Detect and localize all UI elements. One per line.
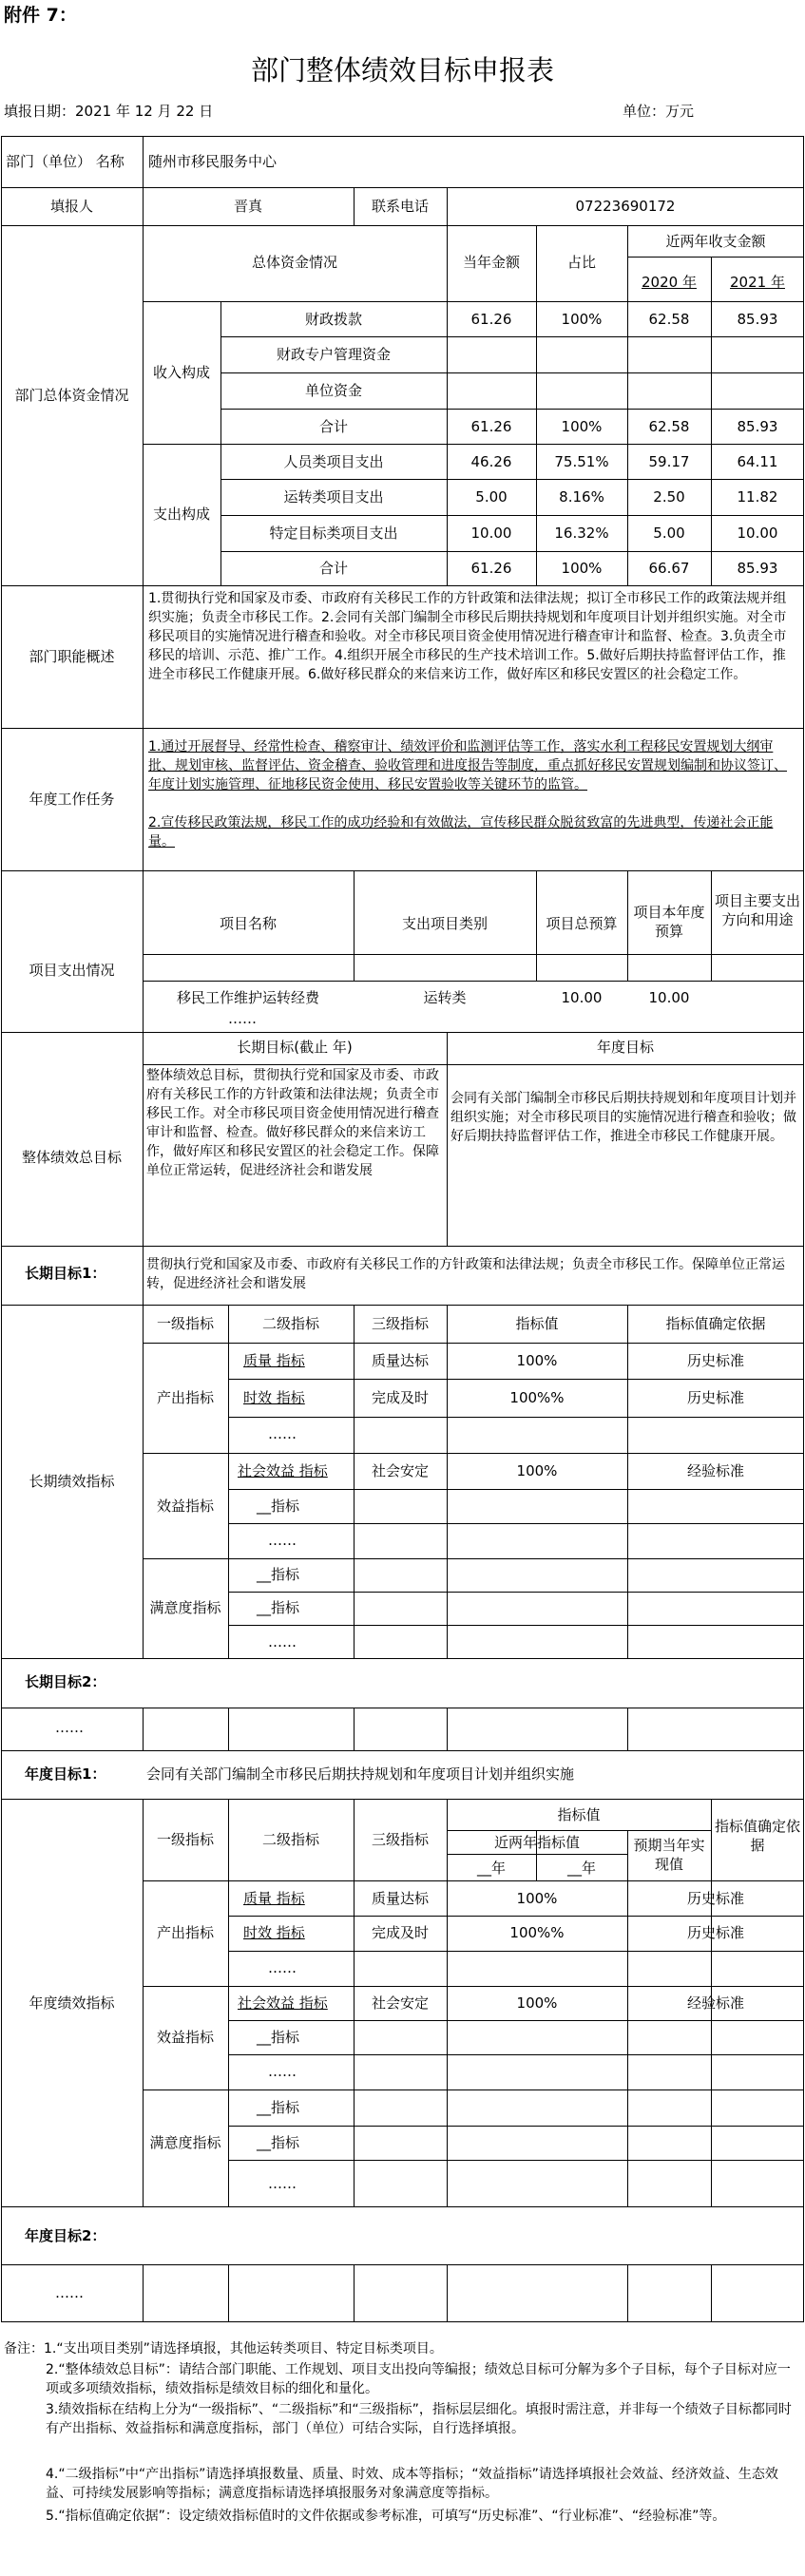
- project-budget-head: 项目总预算: [546, 915, 618, 932]
- year-h1: 一级指标: [156, 1831, 214, 1848]
- fund-row-current: 61.26: [470, 417, 512, 435]
- fund-row-ratio: 75.51%: [554, 452, 609, 470]
- long-goal1-label: 长期目标1：: [25, 1265, 106, 1282]
- long-sat-ellipsis: ……: [268, 1633, 297, 1651]
- project-row-name: 移民工作维护运转经费: [176, 989, 319, 1006]
- project-section-label: 项目支出情况: [29, 962, 115, 979]
- year-social-basis: 经验标准: [686, 1994, 744, 2012]
- fund-row-y2021: 85.93: [737, 560, 778, 577]
- note-1: 备注：1.“支出项目类别”请选择填报，其他运转类项目、特定目标类项目。: [4, 2341, 443, 2357]
- fund-row-current: 61.26: [470, 310, 512, 328]
- annual-task-2: 2.宣传移民政策法规，移民工作的成功经验和有效做法，宣传移民群众脱贫致富的先进典型，传递社会正能量。: [148, 815, 774, 849]
- fund-row-y2020: 2.50: [653, 488, 685, 506]
- year-benefit-ellipsis: ……: [268, 2063, 297, 2080]
- recent-years-head: 近两年收支金额: [665, 233, 766, 250]
- page-title: 部门整体绩效目标申报表: [250, 54, 554, 86]
- fund-row-ratio: 100%: [561, 417, 603, 435]
- fund-row-ratio: 16.32%: [554, 525, 609, 542]
- long-social-value: 100%: [516, 1462, 558, 1479]
- overall-funds-label: 总体资金情况: [251, 254, 337, 271]
- phone-value: 07223690172: [575, 198, 676, 215]
- year-sat-ellipsis: ……: [268, 2175, 297, 2192]
- fund-row-y2021: 85.93: [737, 310, 778, 328]
- expense-label: 支出构成: [152, 506, 210, 523]
- note-4: 4.“二级指标”中“产出指标”请选择填报数量、质量、时效、成本等指标；“效益指标”请选择填报社会效益、经济效益、生态效益、可持续发展影响等指标；满意度指标请选择填报服务对象满意度等指标。: [46, 2467, 778, 2501]
- long-h3: 三级指标: [371, 1315, 429, 1332]
- project-direction-head: 项目主要支出方向和用途: [715, 892, 801, 928]
- phone-label: 联系电话: [371, 198, 429, 215]
- long-goal1-text: 贯彻执行党和国家及市委、市政府有关移民工作的方针政策和法律法规；负责全市移民工作。保障单位正常运转，促进经济社会和谐发展: [146, 1257, 785, 1291]
- long-benefit-blank: __指标: [257, 1498, 300, 1515]
- recent-value-head: 近两年指标值: [493, 1834, 580, 1851]
- fund-row-current: 10.00: [470, 525, 512, 542]
- fund-row-ratio: 100%: [561, 310, 603, 328]
- long-quality-basis: 历史标准: [686, 1352, 744, 1369]
- long-goal-head: 长期目标(截止 年): [237, 1039, 353, 1056]
- long-quality-value: 100%: [516, 1352, 558, 1369]
- fund-row-y2021: 11.82: [737, 488, 778, 506]
- year-time-basis: 历史标准: [686, 1924, 744, 1941]
- year-benefit-label: 效益指标: [156, 2029, 214, 2046]
- fund-row-current: 61.26: [470, 560, 512, 577]
- dept-name: 随州市移民服务中心: [148, 153, 278, 170]
- annual-task-1: 1.通过开展督导、经常性检查、稽察审计、绩效评价和监测评估等工作，落实水利工程移民安置规划大纲审批、规划审核、监督评估、资金稽查、验收管理和进度报告等制度，重点抓好移民安置规划编制和协议签订、年度计划实施管理、征地移民资金使用、移民安置验收等关键环节的监管。: [148, 739, 787, 792]
- filler-name: 晋真: [233, 198, 262, 215]
- year-quality-std: 质量达标: [371, 1890, 429, 1907]
- fund-row-ratio: 8.16%: [559, 488, 604, 506]
- fund-row-y2020: 5.00: [653, 525, 685, 542]
- long-h4: 指标值: [515, 1315, 559, 1332]
- duties-text: 1.贯彻执行党和国家及市委、市政府有关移民工作的方针政策和法律法规；拟订全市移民工作的政策法规并组织实施；负责全市移民工作。2.会同有关部门编制全市移民后期扶持规划和年度项目计划并组织实施。对全市移民项目的实施情况进行稽查和验收。对全市移民项目资金使用情况进行稽查审计和监督、检查。3.负责全市移民的培训、示范、推广工作。4.组织开展全市移民的生产技术培训工作。5.做好后期扶持监督评估工作，推进全市移民工作健康开展。6.做好移民群众的来信来访工作，做好库区和移民安置区的社会稳定工作。: [148, 591, 787, 682]
- year-time-value: 100%%: [509, 1924, 565, 1941]
- year-time-indicator: 时效 指标: [243, 1924, 305, 1941]
- unit-label: 单位：万元: [623, 103, 695, 120]
- fund-row-current: 5.00: [475, 488, 508, 506]
- long-output-ellipsis: ……: [268, 1425, 297, 1442]
- long-sat-blank-2: __指标: [257, 1599, 300, 1616]
- long-quality-std: 质量达标: [371, 1352, 429, 1369]
- fund-row-name: 单位资金: [304, 382, 362, 399]
- year-sat-blank-2: __指标: [257, 2134, 300, 2151]
- annex-label: 附件 7：: [4, 5, 77, 26]
- long-social-basis: 经验标准: [686, 1462, 744, 1479]
- year-h2: 二级指标: [261, 1831, 319, 1848]
- year-social-indicator: 社会效益 指标: [238, 1994, 328, 2012]
- fund-row-y2020: 62.58: [648, 310, 690, 328]
- fund-row-name: 人员类项目支出: [283, 452, 384, 470]
- long-time-indicator: 时效 指标: [243, 1389, 305, 1406]
- filler-label: 填报人: [49, 198, 93, 215]
- fund-row-name: 运转类项目支出: [283, 488, 384, 506]
- long-social-indicator: 社会效益 指标: [238, 1462, 328, 1479]
- annual-task-label: 年度工作任务: [29, 791, 115, 808]
- year-2021-head: 2021 年: [730, 274, 785, 291]
- year-output-label: 产出指标: [156, 1924, 214, 1941]
- fund-row-name: 合计: [318, 417, 348, 435]
- year-indicators-label: 年度绩效指标: [29, 1994, 115, 2012]
- fund-row-ratio: 100%: [561, 560, 603, 577]
- long-h2: 二级指标: [261, 1315, 319, 1332]
- year-goal2-ellipsis: ……: [55, 2284, 84, 2301]
- year-time-std: 完成及时: [371, 1924, 429, 1941]
- year-quality-value: 100%: [516, 1890, 558, 1907]
- note-3: 3.绩效指标在结构上分为“一级指标”、“二级指标”和“三级指标”，指标层层细化。填报时需注意，并非每一个绩效子目标都同时有产出指标、效益指标和满意度指标，部门（单位）可结合实际，自行选择填报。: [46, 2402, 792, 2436]
- fund-row-name: 财政拨款: [304, 310, 362, 328]
- year-quality-indicator: 质量 指标: [243, 1890, 305, 1907]
- project-row-type: 运转类: [423, 989, 467, 1006]
- fund-row-name: 合计: [318, 560, 348, 577]
- long-satisfaction-label: 满意度指标: [149, 1599, 221, 1616]
- funds-section-label: 部门总体资金情况: [14, 387, 129, 404]
- project-ellipsis: ……: [228, 1010, 257, 1027]
- year-goal-head: 年度目标: [596, 1039, 654, 1056]
- recent-year-2: __年: [566, 1860, 596, 1877]
- year-goal1-label: 年度目标1：: [25, 1765, 106, 1783]
- long-quality-indicator: 质量 指标: [243, 1352, 305, 1369]
- long-time-basis: 历史标准: [686, 1389, 744, 1406]
- year-h3: 三级指标: [371, 1831, 429, 1848]
- duties-label: 部门职能概述: [29, 648, 115, 665]
- long-indicators-label: 长期绩效指标: [29, 1473, 115, 1490]
- fund-row-y2020: 59.17: [648, 452, 690, 470]
- long-time-value: 100%%: [509, 1389, 565, 1406]
- year-goal1-text: 会同有关部门编制全市移民后期扶持规划和年度项目计划并组织实施: [146, 1765, 575, 1783]
- year-output-ellipsis: ……: [268, 1959, 297, 1976]
- note-5: 5.“指标值确定依据”：设定绩效指标值时的文件依据或参考标准，可填写“历史标准”、“行业标准”、“经验标准”等。: [46, 2509, 726, 2524]
- year-value-head: 指标值: [557, 1806, 601, 1823]
- long-social-std: 社会安定: [371, 1462, 429, 1479]
- fund-row-y2021: 85.93: [737, 417, 778, 435]
- expected-value-head: 预期当年实现值: [633, 1837, 705, 1873]
- year-quality-basis: 历史标准: [686, 1890, 744, 1907]
- recent-year-1: __年: [476, 1860, 506, 1877]
- ratio-head: 占比: [566, 254, 596, 271]
- dept-label: 部门（单位） 名称: [6, 153, 125, 170]
- fund-row-name: 特定目标类项目支出: [269, 525, 398, 542]
- year-social-value: 100%: [516, 1994, 558, 2012]
- long-goal2-ellipsis: ……: [55, 1719, 84, 1736]
- project-row-year-budget: 10.00: [648, 989, 690, 1006]
- overall-goal-label: 整体绩效总目标: [21, 1149, 122, 1166]
- fund-row-current: 46.26: [470, 452, 512, 470]
- long-time-std: 完成及时: [371, 1389, 429, 1406]
- project-type-head: 支出项目类别: [401, 915, 488, 932]
- project-name-head: 项目名称: [219, 915, 277, 932]
- project-year-budget-head: 项目本年度预算: [633, 904, 705, 940]
- fund-row-y2020: 62.58: [648, 417, 690, 435]
- long-h5: 指标值确定依据: [665, 1315, 766, 1332]
- fund-row-name: 财政专户管理资金: [276, 346, 391, 363]
- fund-row-y2021: 64.11: [737, 452, 778, 470]
- year-social-std: 社会安定: [371, 1994, 429, 2012]
- year-benefit-blank: __指标: [257, 2029, 300, 2046]
- fund-row-y2021: 10.00: [737, 525, 778, 542]
- fill-date: 填报日期：2021 年 12 月 22 日: [4, 103, 214, 120]
- current-amount-head: 当年金额: [462, 254, 520, 271]
- fund-row-y2020: 66.67: [648, 560, 690, 577]
- year-goal-text: 会同有关部门编制全市移民后期扶持规划和年度项目计划并组织实施；对全市移民项目的实施情况进行稽查和验收；做好后期扶持监督评估工作，推进全市移民工作健康开展。: [450, 1091, 796, 1144]
- long-sat-blank-1: __指标: [257, 1566, 300, 1583]
- long-h1: 一级指标: [156, 1315, 214, 1332]
- income-label: 收入构成: [152, 364, 210, 381]
- long-goal-text: 整体绩效总目标，贯彻执行党和国家及市委、市政府有关移民工作的方针政策和法律法规；负责全市移民工作。对全市移民项目资金使用情况进行稽查审计和监督、检查。做好移民群众的来信来访工作，做好库区和移民安置区的社会稳定工作。保障单位正常运转，促进经济社会和谐发展: [146, 1068, 439, 1178]
- long-goal2-label: 长期目标2：: [25, 1673, 106, 1690]
- note-2: 2.“整体绩效总目标”：请结合部门职能、工作规划、项目支出投向等编报；绩效总目标可分解为多个子目标，每个子目标对应一项或多项绩效指标，绩效指标是绩效目标的细化和量化。: [46, 2362, 791, 2396]
- year-2020-head: 2020 年: [642, 274, 697, 291]
- long-output-label: 产出指标: [156, 1389, 214, 1406]
- year-basis-head: 指标值确定依据: [715, 1818, 801, 1854]
- year-goal2-label: 年度目标2：: [25, 2227, 106, 2244]
- project-row-budget: 10.00: [561, 989, 603, 1006]
- long-benefit-label: 效益指标: [156, 1498, 214, 1515]
- year-sat-blank-1: __指标: [257, 2099, 300, 2116]
- year-satisfaction-label: 满意度指标: [149, 2134, 221, 2151]
- long-benefit-ellipsis: ……: [268, 1532, 297, 1549]
